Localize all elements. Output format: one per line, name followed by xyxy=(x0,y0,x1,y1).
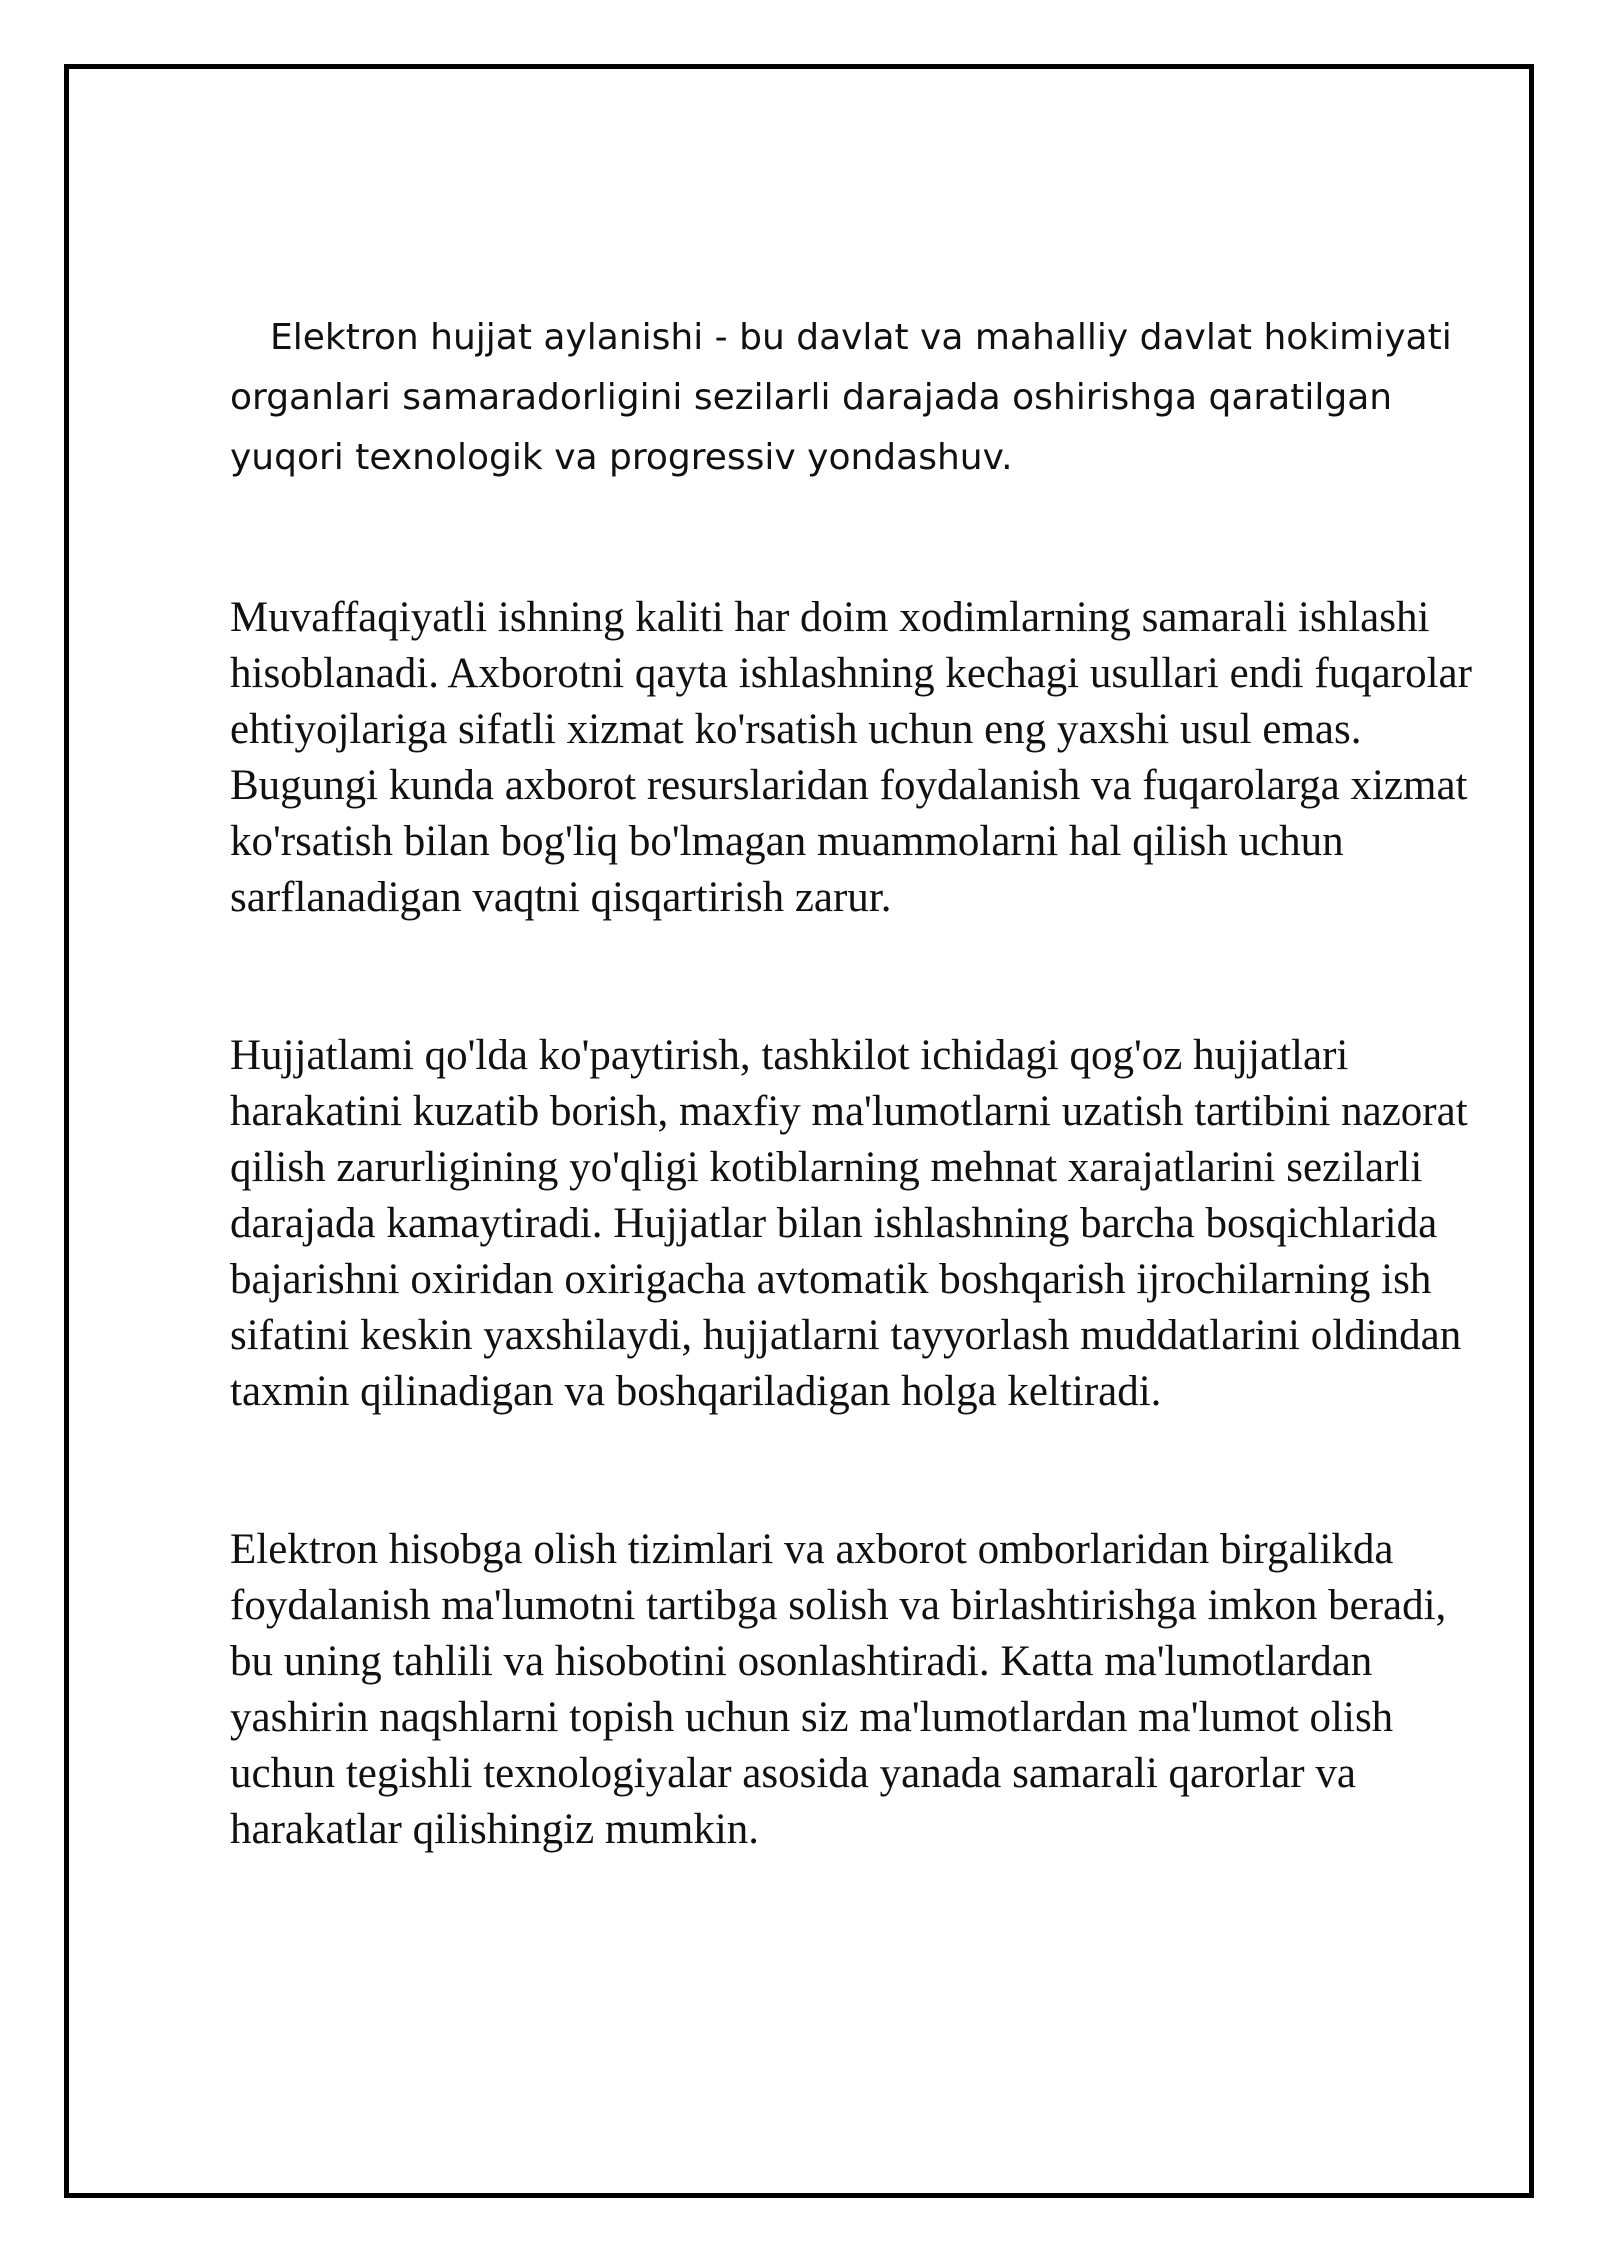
document-body xyxy=(230,308,1500,1858)
paragraph-4: Elektron hisobga olish tizimlari va axborot omborlaridan birgalikda foydalanish ma'lumotni tartibga solish va birlashtirishga imkon beradi, bu uning tahlili va hisobotini osonlashtiradi. Katta ma'lumotlardan yashirin naqshlarni topish uchun siz ma'lumotlardan ma'lumot olish uchun tegishli texnologiyalar asosida yanada samarali qarorlar va harakatlar qilishingiz mumkin. xyxy=(230,1526,1447,1853)
paragraph-2: Muvaffaqiyatli ishning kaliti har doim xodimlarning samarali ishlashi hisoblanadi. Axborotni qayta ishlashning kechagi usullari endi fuqarolar ehtiyojlariga sifatli xizmat ko'rsatish uchun eng yaxshi usul emas. Bugungi kunda axborot resurslaridan foydalanish va fuqarolarga xizmat ko'rsatish bilan bog'liq bo'lmagan muammolarni hal qilish uchun sarflanadigan vaqtni qisqartirish zarur. xyxy=(230,594,1472,921)
paragraph-intro: Elektron hujjat aylanishi - bu davlat va mahalliy davlat hokimiyati organlari samaradorligini sezilarli darajada oshirishga qaratilgan yuqori texnologik va progressiv yondashuv. xyxy=(230,317,1452,478)
paragraph-3: Hujjatlami qo'lda ko'paytirish, tashkilot ichidagi qog'oz hujjatlari harakatini kuzatib borish, maxfiy ma'lumotlarni uzatish tartibini nazorat qilish zarurligining yo'qligi kotiblarning mehnat xarajatlarini sezilarli darajada kamaytiradi. Hujjatlar bilan ishlashning barcha bosqichlarida bajarishni oxiridan oxirigacha avtomatik boshqarish ijrochilarning ish sifatini keskin yaxshilaydi, hujjatlarni tayyorlash muddatlarini oldindan taxmin qilinadigan va boshqariladigan holga keltiradi. xyxy=(230,1032,1468,1415)
